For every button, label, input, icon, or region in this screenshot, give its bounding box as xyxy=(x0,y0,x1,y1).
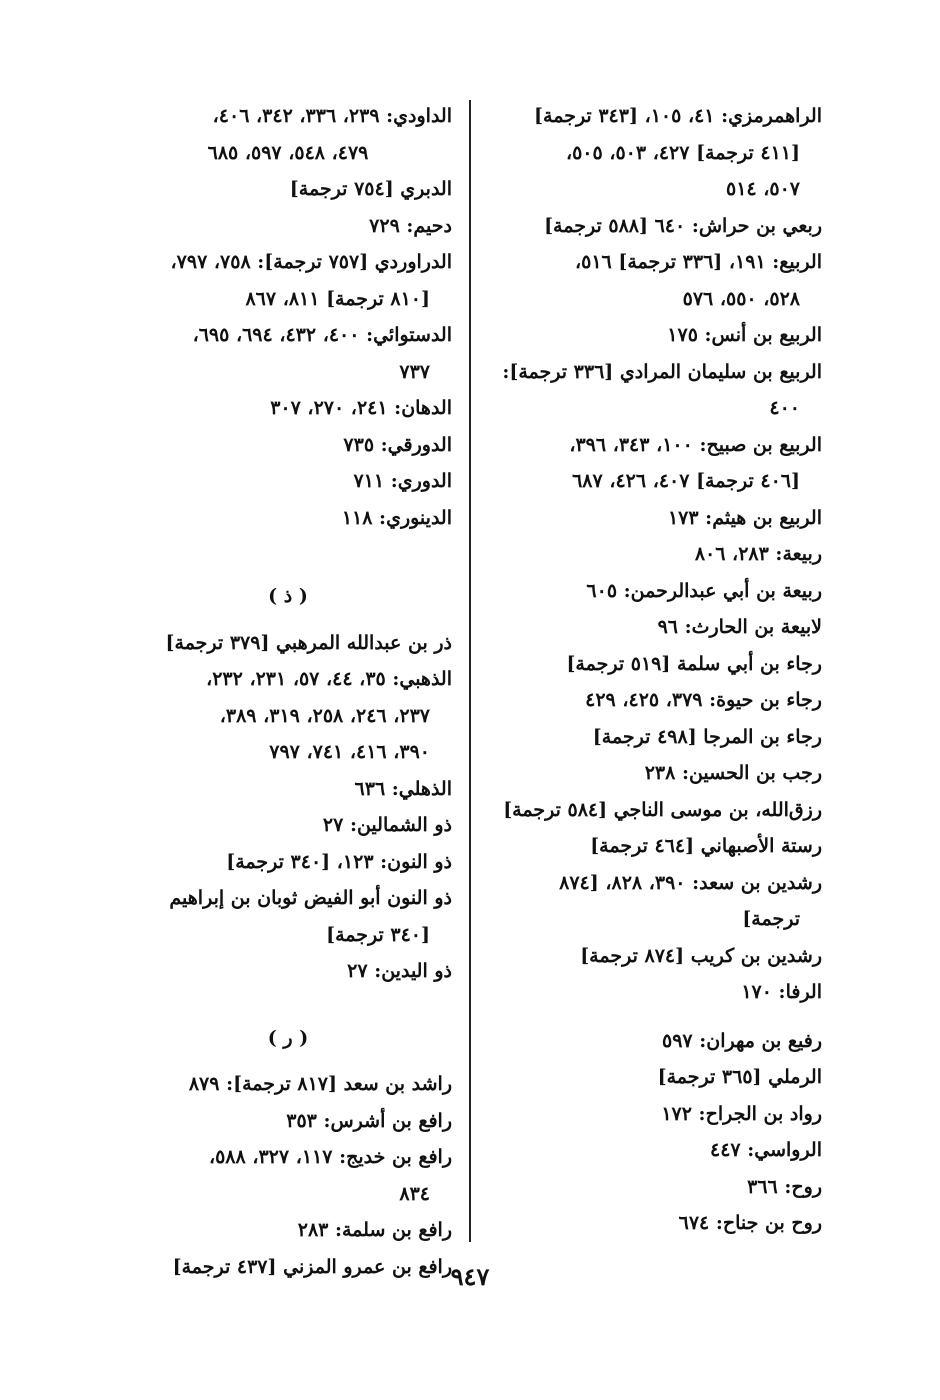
entry-heading-line: راشد بن سعد [٨١٧ ترجمة]: ٨٧٩ xyxy=(188,1073,452,1095)
entry-heading-line: الربيع: ١٩١، [٣٣٦ ترجمة] ٥١٦، xyxy=(574,251,822,273)
entry-heading-line: الداودي: ٢٣٩، ٣٣٦، ٣٤٢، ٤٠٦، xyxy=(212,105,452,127)
entry-heading-line: دحيم: ٧٢٩ xyxy=(369,214,452,237)
entry-continuation-line: ٧٣٧ xyxy=(399,360,430,383)
index-entry xyxy=(124,807,452,844)
entry-continuation-line: ٤٠٠ xyxy=(769,397,800,419)
index-entry xyxy=(124,317,452,390)
index-entry xyxy=(494,427,822,500)
entry-continuation-line: ٥٠٧، ٥١٤ xyxy=(726,178,800,200)
index-entry xyxy=(124,1066,452,1103)
entry-heading-line: الدستوائي: ٤٠٠، ٤٣٢، ٦٩٤، ٦٩٥، xyxy=(192,324,452,346)
entry-heading-line: رجاء بن حيوة: ٣٧٩، ٤٢٥، ٤٢٩ xyxy=(585,689,822,711)
index-entry xyxy=(124,771,452,808)
index-entry xyxy=(124,1212,452,1249)
index-entry xyxy=(494,755,822,792)
index-entry xyxy=(494,354,822,427)
entry-heading-line: ذو النون أبو الفيض ثوبان بن إبراهيم xyxy=(169,887,452,909)
entry-heading-line: الدورقي: ٧٣٥ xyxy=(343,433,452,456)
index-entry xyxy=(494,208,822,245)
entry-heading-line: رستة الأصبهاني [٤٦٤ ترجمة] xyxy=(590,835,822,857)
index-entry xyxy=(124,880,452,953)
entry-heading-line: الدوري: ٧١١ xyxy=(353,470,452,492)
entry-heading-line: ربيعة بن أبي عبدالرحمن: ٦٠٥ xyxy=(586,579,822,602)
entry-heading-line: الربيع بن سليمان المرادي [٣٣٦ ترجمة]: xyxy=(502,360,822,383)
entry-heading-line: ذو اليدين: ٢٧ xyxy=(347,960,452,982)
entry-heading-line: الدراوردي [٧٥٧ ترجمة]: ٧٥٨، ٧٩٧، xyxy=(170,251,452,273)
column-divider xyxy=(469,100,471,1242)
entry-heading-line: الدهان: ٢٤١، ٢٧٠، ٣٠٧ xyxy=(270,397,452,419)
entry-heading-line: الربيع بن صبيح: ١٠٠، ٣٤٣، ٣٩٦، xyxy=(569,433,822,456)
index-entry xyxy=(124,244,452,317)
index-entry xyxy=(124,844,452,881)
entry-heading-line: رشدين بن سعد: ٣٩٠، ٨٢٨، [٨٧٤ xyxy=(559,871,822,894)
entry-heading-line: الدبري [٧٥٤ ترجمة] xyxy=(289,178,452,200)
entry-heading-line: الرفا: ١٧٠ xyxy=(741,981,822,1003)
section-gap xyxy=(124,990,452,1002)
index-entry xyxy=(494,98,822,208)
index-entry xyxy=(494,1096,822,1133)
index-entry xyxy=(494,682,822,719)
page-number: ٩٤٧ xyxy=(450,1262,490,1291)
index-entry xyxy=(124,1103,452,1140)
index-entry xyxy=(494,1205,822,1242)
index-entry xyxy=(494,317,822,354)
section-letter-header: ( ذ ) xyxy=(268,585,308,607)
entry-heading-line: رواد بن الجراح: ١٧٢ xyxy=(661,1102,822,1125)
entry-heading-line: الذهلي: ٦٣٦ xyxy=(354,777,452,800)
section-gap xyxy=(124,536,452,560)
index-entry xyxy=(124,208,452,245)
entry-heading-line: ذو النون: ١٢٣، [٣٤٠ ترجمة] xyxy=(226,850,452,873)
entry-continuation-line: ٣٩٠، ٤١٦، ٧٤١، ٧٩٧ xyxy=(269,741,430,763)
entry-heading-line: لابيعة بن الحارث: ٩٦ xyxy=(657,616,822,638)
index-entry xyxy=(494,573,822,610)
index-entry xyxy=(494,646,822,683)
entry-heading-line: رشدين بن كريب [٨٧٤ ترجمة] xyxy=(580,944,822,967)
index-entry xyxy=(124,427,452,464)
entry-heading-line: روح: ٣٦٦ xyxy=(747,1175,822,1198)
entry-continuation-line: ٨٣٤ xyxy=(399,1182,430,1205)
index-entry xyxy=(494,865,822,938)
index-entry xyxy=(494,828,822,865)
entry-heading-line: الذهبي: ٣٥، ٤٤، ٥٧، ٢٣١، ٢٣٢، xyxy=(206,668,452,690)
entry-heading-line: رفيع بن مهران: ٥٩٧ xyxy=(662,1029,822,1052)
index-column-right xyxy=(494,98,822,1242)
entry-heading-line: ذر بن عبدالله المرهبي [٣٧٩ ترجمة] xyxy=(165,631,452,654)
index-entry xyxy=(124,98,452,171)
entry-continuation-line: [٣٤٠ ترجمة] xyxy=(326,923,430,946)
index-entry xyxy=(124,500,452,537)
index-entry xyxy=(124,1139,452,1212)
index-entry xyxy=(494,974,822,1011)
entry-heading-line: الراهمرمزي: ٤١، ١٠٥، [٣٤٣ ترجمة] xyxy=(534,105,822,127)
section-letter-header: ( ر ) xyxy=(267,1026,309,1049)
entry-continuation-line: ٢٣٧، ٢٤٦، ٢٥٨، ٣١٩، ٣٨٩، xyxy=(219,704,430,727)
entry-heading-line: رجاء بن المرجا [٤٩٨ ترجمة] xyxy=(592,725,822,748)
entry-heading-line: روح بن جناح: ٦٧٤ xyxy=(678,1212,822,1234)
index-entry xyxy=(124,661,452,771)
entry-continuation-line: [٤١١ ترجمة] ٤٢٧، ٥٠٣، ٥٠٥، xyxy=(565,141,800,164)
entry-heading-line: الربيع بن هيثم: ١٧٣ xyxy=(667,506,822,529)
entry-heading-line: رافع بن أشرس: ٣٥٣ xyxy=(286,1109,452,1132)
entry-continuation-line: ٥٢٨، ٥٥٠، ٥٧٦ xyxy=(682,287,800,310)
entry-heading-line: رزق‌الله، بن موسى الناجي [٥٨٤ ترجمة] xyxy=(503,798,822,821)
index-entry xyxy=(124,953,452,990)
entry-heading-line: الرملي [٣٦٥ ترجمة] xyxy=(657,1066,822,1088)
entry-heading-line: رجب بن الحسين: ٢٣٨ xyxy=(644,762,822,784)
entry-heading-line: ربعي بن حراش: ٦٤٠ [٥٨٨ ترجمة] xyxy=(544,214,822,237)
index-entry xyxy=(494,500,822,537)
index-entry xyxy=(494,536,822,573)
index-entry xyxy=(494,1023,822,1060)
entry-continuation-line: ترجمة] xyxy=(742,908,800,930)
entry-gap xyxy=(494,1011,822,1023)
index-entry xyxy=(494,719,822,756)
entry-heading-line: الرواسي: ٤٤٧ xyxy=(709,1139,822,1161)
entry-continuation-line: [٨١٠ ترجمة] ٨١١، ٨٦٧ xyxy=(245,287,430,310)
index-entry xyxy=(124,171,452,208)
index-entry xyxy=(494,792,822,829)
entry-heading-line: الدينوري: ١١٨ xyxy=(341,506,452,529)
entry-heading-line: الربيع بن أنس: ١٧٥ xyxy=(667,324,822,346)
entry-heading-line: ربيعة: ٢٨٣، ٨٠٦ xyxy=(694,543,822,565)
index-entry xyxy=(494,938,822,975)
entry-heading-line: رجاء بن أبي سلمة [٥١٩ ترجمة] xyxy=(566,652,822,675)
index-entry xyxy=(494,609,822,646)
index-entry xyxy=(494,1132,822,1169)
entry-heading-line: رافع بن عمرو المزني [٤٣٧ ترجمة] xyxy=(172,1255,452,1278)
entry-heading-line: رافع بن خديج: ١١٧، ٣٢٧، ٥٨٨، xyxy=(208,1146,452,1168)
entry-continuation-line: ٤٧٩، ٥٤٨، ٥٩٧، ٦٨٥ xyxy=(207,141,369,164)
entry-heading-line: ذو الشمالين: ٢٧ xyxy=(322,814,452,836)
index-entry xyxy=(124,463,452,500)
index-entry xyxy=(494,1059,822,1096)
index-entry xyxy=(494,1169,822,1206)
index-column-left xyxy=(124,98,452,1285)
index-entry xyxy=(124,390,452,427)
entry-heading-line: رافع بن سلمة: ٢٨٣ xyxy=(297,1219,452,1241)
entry-continuation-line: [٤٠٦ ترجمة] ٤٠٧، ٤٢٦، ٦٨٧ xyxy=(572,470,800,492)
index-entry xyxy=(494,244,822,317)
index-entry xyxy=(124,625,452,662)
